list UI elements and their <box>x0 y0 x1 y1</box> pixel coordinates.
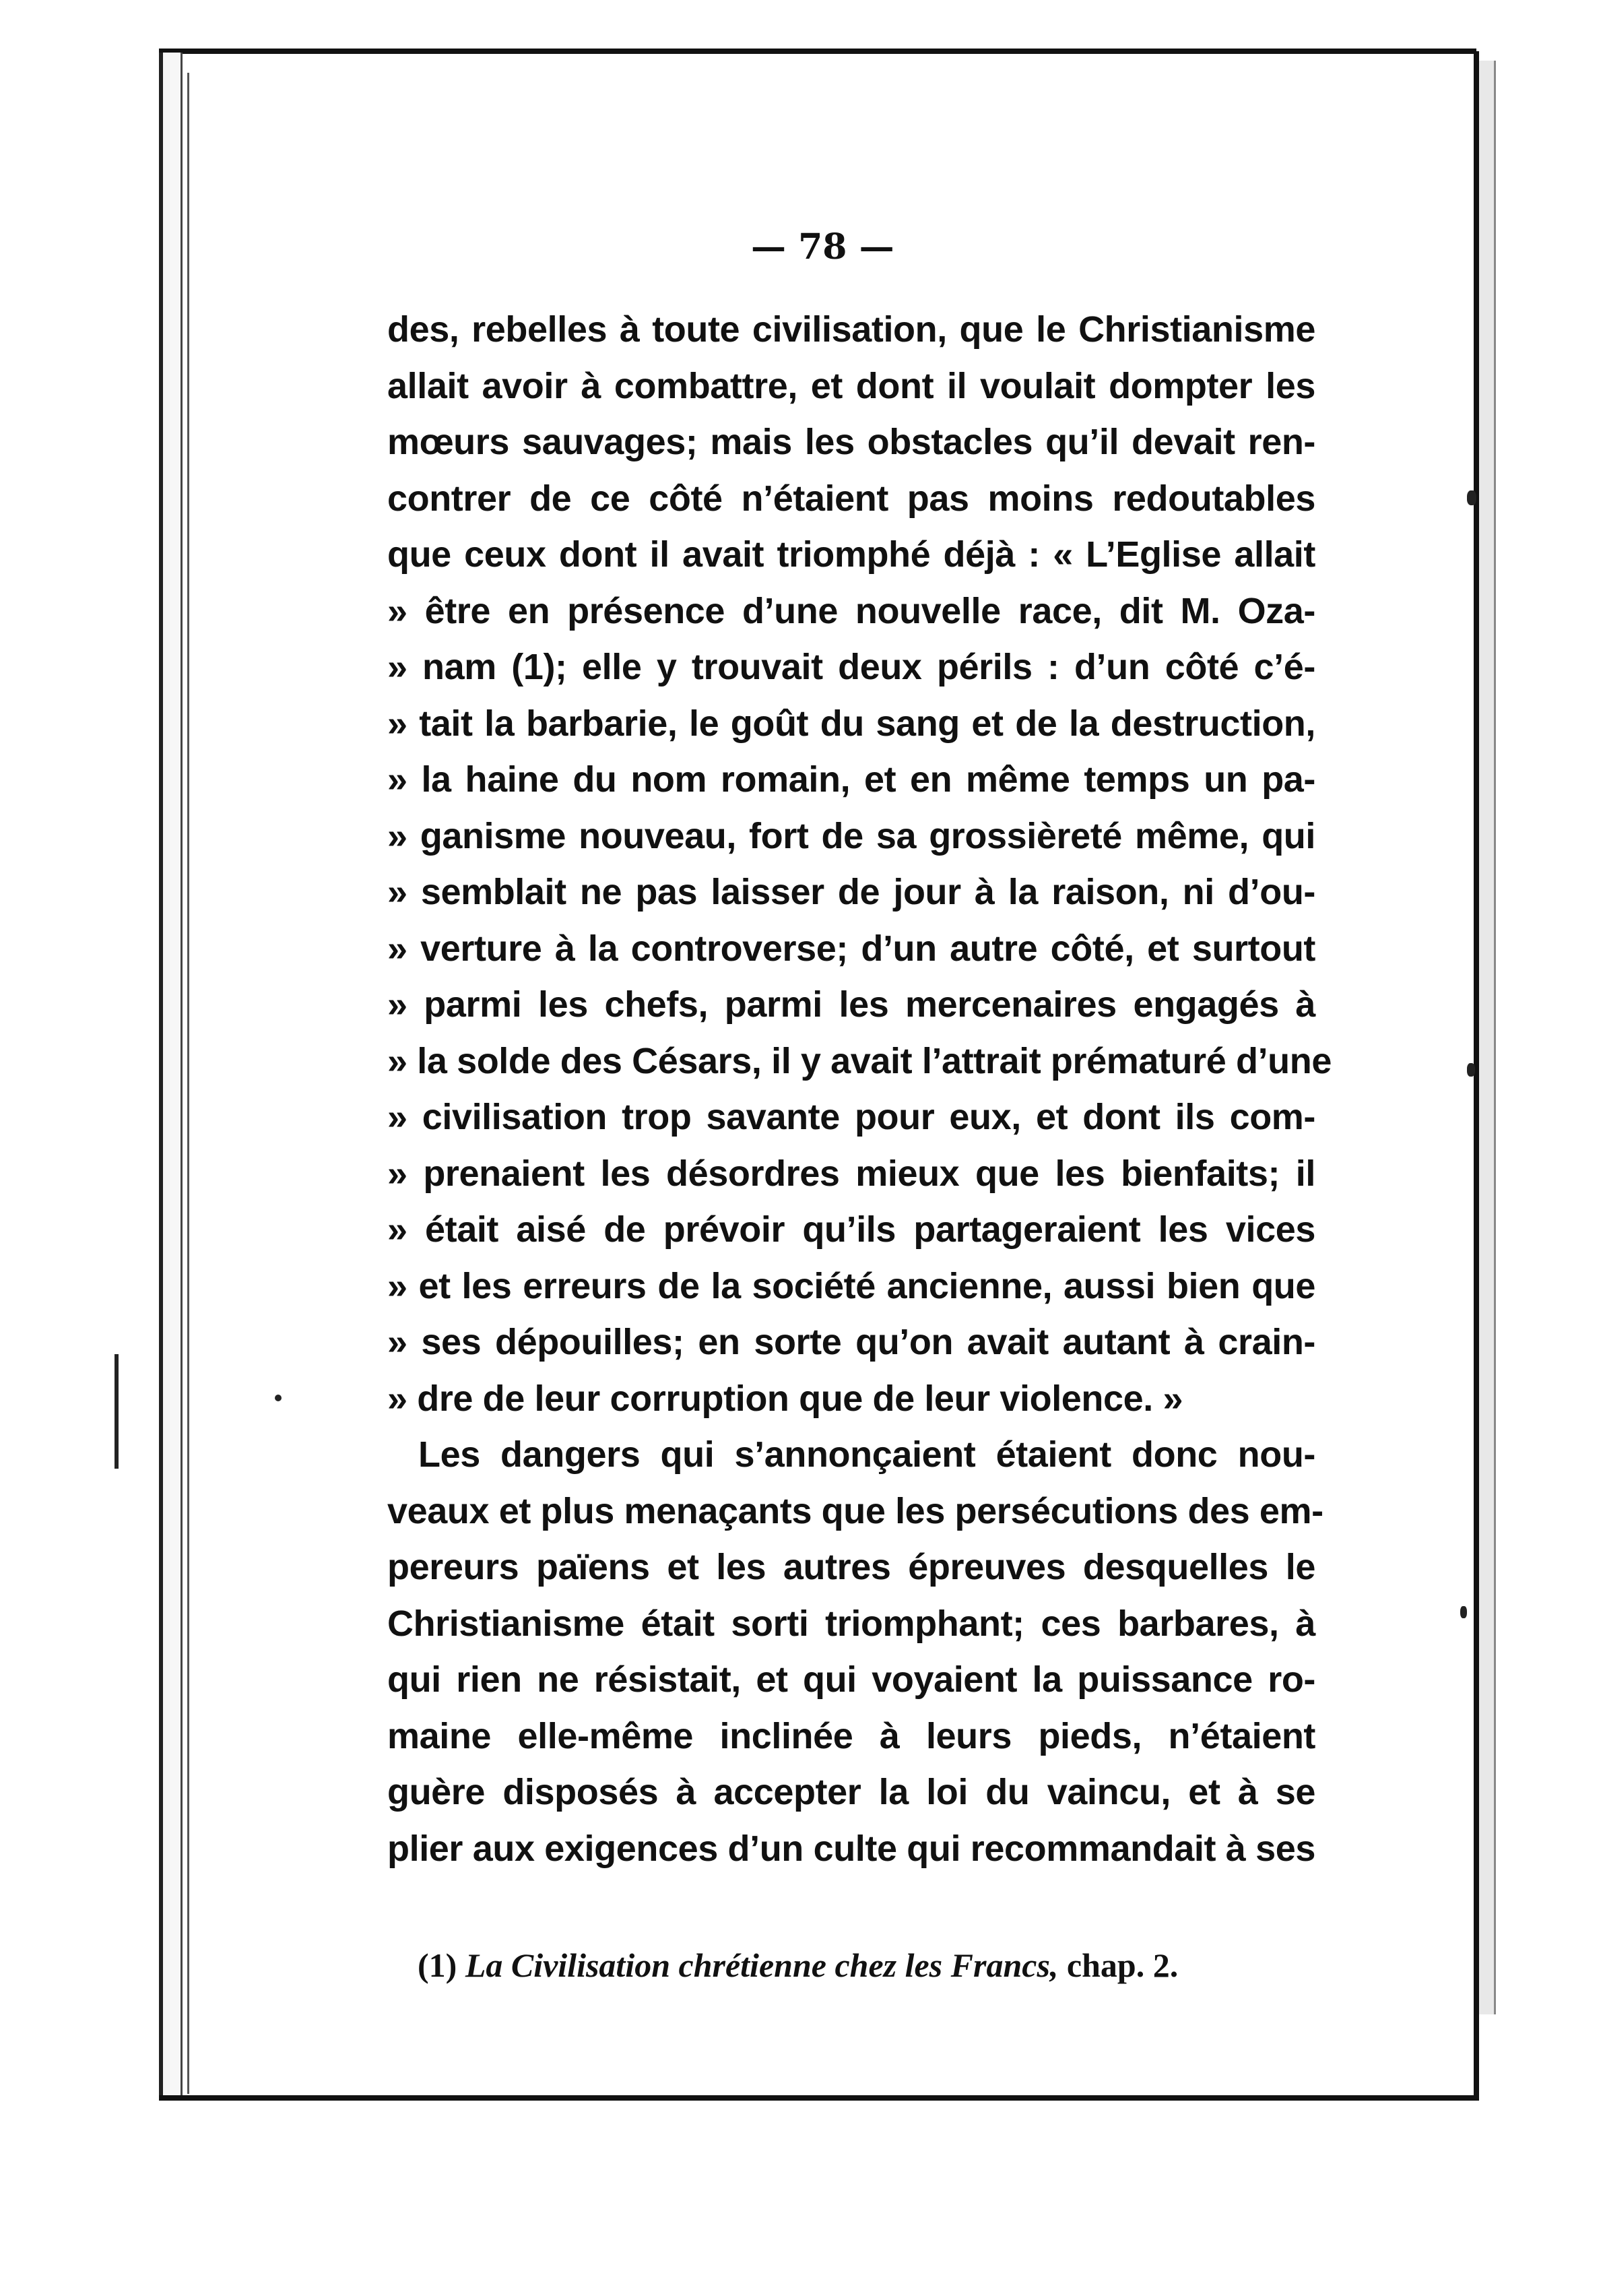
page-frame-bottom <box>159 2095 1479 2101</box>
scan-speck <box>275 1395 282 1401</box>
binding-tab-mark <box>115 1354 127 1469</box>
page-frame-right <box>1474 51 1479 2099</box>
body-line: » verture à la controverse; d’un autre côté, et surtout <box>387 928 1315 969</box>
body-line: veaux et plus menaçants que les persécutions des em- <box>387 1490 1323 1531</box>
scan-speck <box>1467 1063 1475 1077</box>
body-line: » être en présence d’une nouvelle race, dit M. Oza- <box>387 590 1315 631</box>
page-frame-left <box>159 53 183 2101</box>
body-line: des, rebelles à toute civilisation, que le Christianisme <box>387 309 1315 350</box>
body-line: » prenaient les désordres mieux que les bienfaits; il <box>387 1153 1315 1194</box>
page-number: — 78 — <box>751 226 894 267</box>
body-line: contrer de ce côté n’étaient pas moins redoutables <box>387 478 1315 519</box>
next-page-edge <box>1479 61 1496 2014</box>
body-line: » la haine du nom romain, et en même temps un pa- <box>387 759 1315 800</box>
body-text <box>387 302 1332 1877</box>
body-line: » et les erreurs de la société ancienne, aussi bien que <box>387 1265 1315 1306</box>
body-line: plier aux exigences d’un culte qui recommandait à ses <box>387 1828 1315 1869</box>
body-line: » ses dépouilles; en sorte qu’on avait autant à crain- <box>387 1322 1315 1362</box>
body-line: » dre de leur corruption que de leur violence. » <box>387 1378 1183 1419</box>
footnote-title: La Civilisation chrétienne chez les Francs, <box>465 1946 1059 1984</box>
body-line: guère disposés à accepter la loi du vaincu, et à se <box>387 1772 1315 1812</box>
body-line: qui rien ne résistait, et qui voyaient la puissance ro- <box>387 1659 1315 1700</box>
body-line: allait avoir à combattre, et dont il voulait dompter les <box>387 365 1315 406</box>
page-frame-left-inner <box>187 73 189 2094</box>
footnote-marker: (1) <box>418 1946 457 1984</box>
body-line: » nam (1); elle y trouvait deux périls : d’un côté c’é- <box>387 647 1315 687</box>
body-line: » civilisation trop savante pour eux, et dont ils com- <box>387 1097 1315 1137</box>
body-line: Christianisme était sorti triomphant; ces barbares, à <box>387 1603 1315 1644</box>
scan-speck <box>1460 1606 1467 1618</box>
body-line: que ceux dont il avait triomphé déjà : « L’Eglise allait <box>387 534 1315 575</box>
body-line: maine elle-même inclinée à leurs pieds, n’étaient <box>387 1715 1315 1756</box>
body-line: » semblait ne pas laisser de jour à la raison, ni d’ou- <box>387 872 1315 912</box>
body-line: » était aisé de prévoir qu’ils partageraient les vices <box>387 1209 1315 1250</box>
body-line: pereurs païens et les autres épreuves desquelles le <box>387 1547 1315 1587</box>
body-line: » la solde des Césars, il y avait l’attrait prématuré d’une <box>387 1040 1332 1081</box>
footnote <box>418 1946 1293 1985</box>
body-line: mœurs sauvages; mais les obstacles qu’il devait ren- <box>387 422 1315 462</box>
body-line: Les dangers qui s’annonçaient étaient donc nou- <box>418 1434 1315 1475</box>
body-line: » parmi les chefs, parmi les mercenaires engagés à <box>387 984 1315 1025</box>
body-line: » tait la barbarie, le goût du sang et de la destruction, <box>387 703 1315 744</box>
scan-speck <box>1467 490 1476 505</box>
body-line: » ganisme nouveau, fort de sa grossièreté même, qui <box>387 815 1315 856</box>
footnote-reference: chap. 2. <box>1066 1946 1179 1984</box>
page-frame-top <box>159 49 1476 54</box>
